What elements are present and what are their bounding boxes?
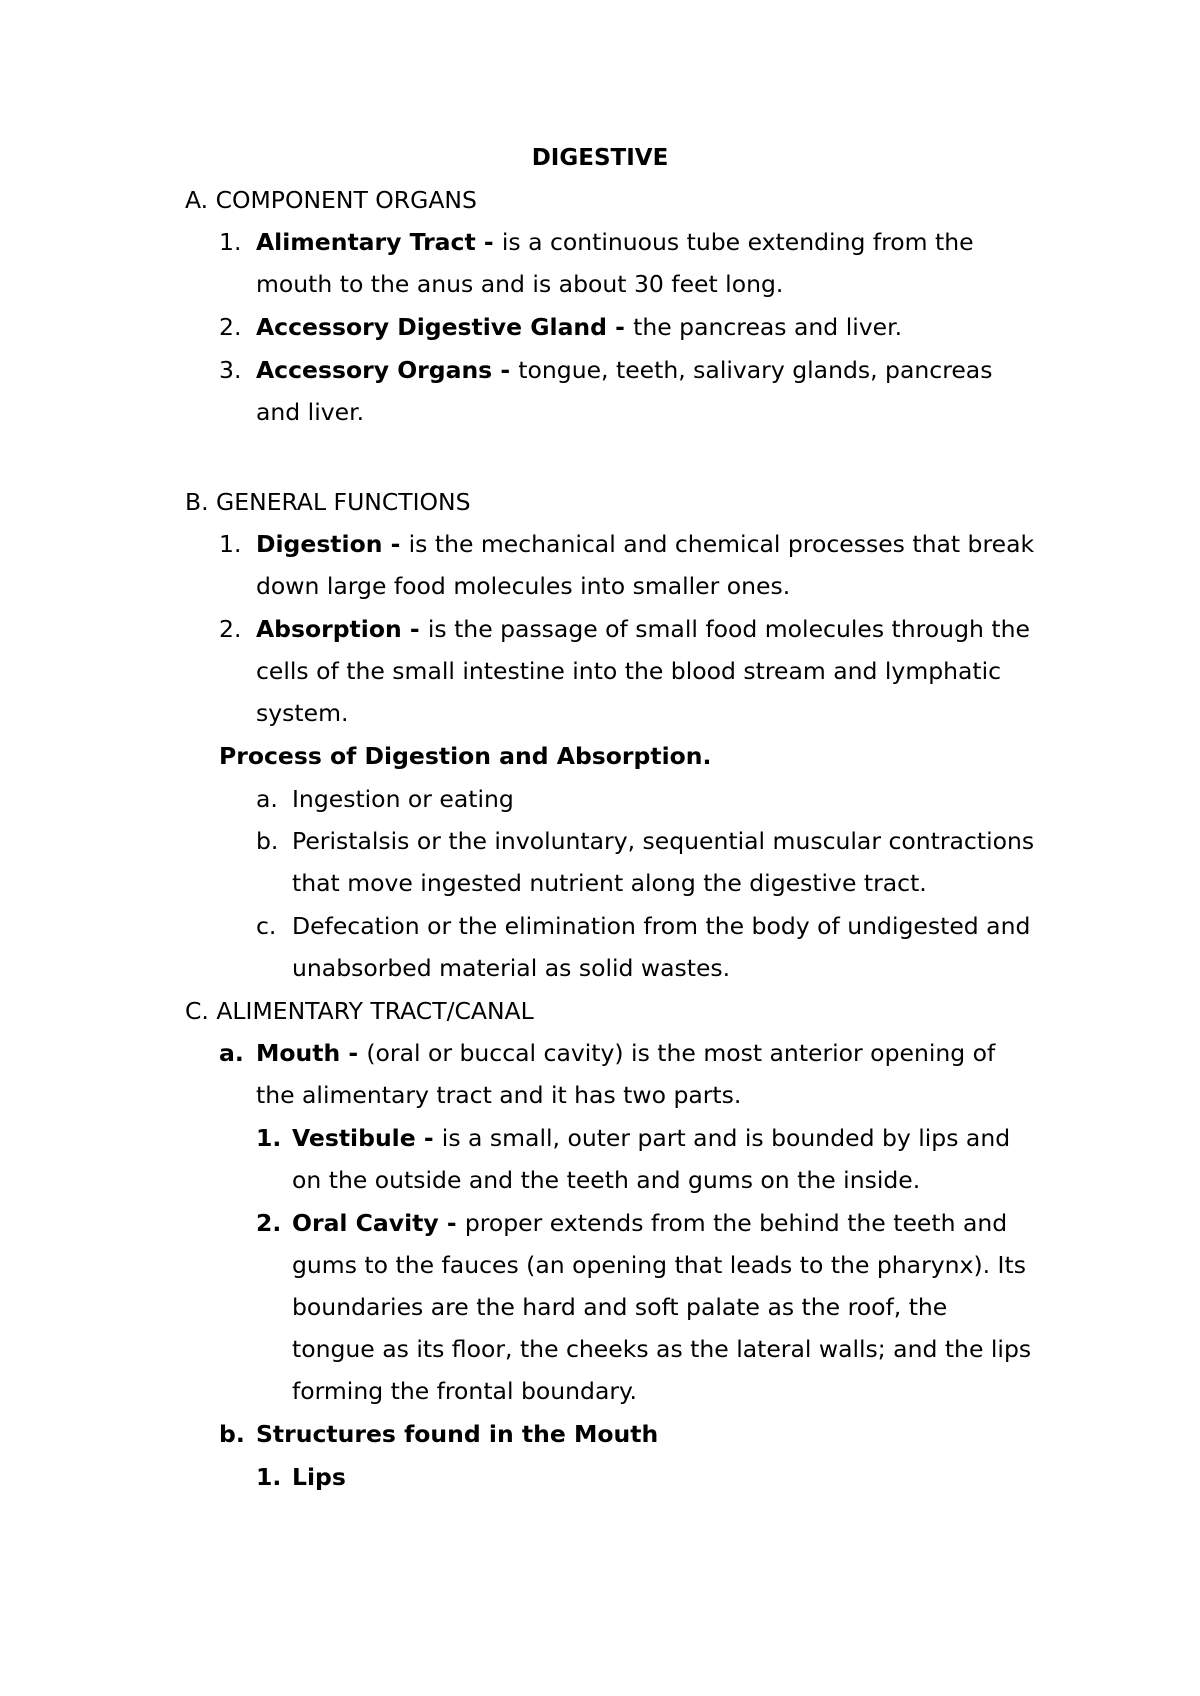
list-item-continuation: boundaries are the hard and soft palate as the roof, the (292, 1293, 948, 1321)
list-item-vestibule: Vestibule - is a small, outer part and is bounded by lips and (292, 1124, 1011, 1152)
list-item-continuation: the alimentary tract and it has two parts. (256, 1081, 742, 1109)
list-marker: 1. (219, 530, 242, 558)
list-item-continuation: tongue as its floor, the cheeks as the lateral walls; and the lips (292, 1335, 1032, 1363)
list-item-continuation: mouth to the anus and is about 30 feet long. (256, 270, 784, 298)
list-marker: b. (256, 827, 279, 855)
list-marker: 1. (219, 228, 242, 256)
list-marker: 2. (219, 615, 242, 643)
list-item-digestion: Digestion - is the mechanical and chemical processes that break (256, 530, 1035, 558)
list-item-continuation: down large food molecules into smaller ones. (256, 572, 791, 600)
list-item-accessory-organs: Accessory Organs - tongue, teeth, salivary glands, pancreas (256, 356, 993, 384)
section-c-heading: C. ALIMENTARY TRACT/CANAL (185, 997, 534, 1025)
list-item-continuation: cells of the small intestine into the blood stream and lymphatic (256, 657, 1002, 685)
structures-heading: Structures found in the Mouth (256, 1420, 659, 1448)
list-item-lips: Lips (292, 1463, 346, 1491)
list-item-continuation: unabsorbed material as solid wastes. (292, 954, 731, 982)
list-item-continuation: forming the frontal boundary. (292, 1377, 638, 1405)
list-item-accessory-gland: Accessory Digestive Gland - the pancreas and liver. (256, 313, 903, 341)
list-marker: c. (256, 912, 277, 940)
process-item-defecation: Defecation or the elimination from the body of undigested and (292, 912, 1031, 940)
list-marker: 1. (256, 1463, 282, 1491)
list-item-continuation: system. (256, 699, 349, 727)
document-title: DIGESTIVE (531, 145, 669, 171)
list-marker: a. (219, 1039, 244, 1067)
process-heading: Process of Digestion and Absorption. (219, 742, 712, 770)
list-marker: 3. (219, 356, 242, 384)
list-marker: 1. (256, 1124, 282, 1152)
list-item-continuation: gums to the fauces (an opening that leads to the pharynx). Its (292, 1251, 1026, 1279)
section-b-heading: B. GENERAL FUNCTIONS (185, 488, 471, 516)
list-marker: 2. (256, 1209, 282, 1237)
section-a-heading: A. COMPONENT ORGANS (185, 186, 477, 214)
list-item-continuation: on the outside and the teeth and gums on the inside. (292, 1166, 921, 1194)
list-marker: a. (256, 785, 278, 813)
list-item-absorption: Absorption - is the passage of small food molecules through the (256, 615, 1030, 643)
list-item-mouth: Mouth - (oral or buccal cavity) is the most anterior opening of (256, 1039, 996, 1067)
list-item-continuation: that move ingested nutrient along the digestive tract. (292, 869, 927, 897)
list-item-continuation: and liver. (256, 398, 365, 426)
list-marker: 2. (219, 313, 242, 341)
list-item-oral-cavity: Oral Cavity - proper extends from the behind the teeth and (292, 1209, 1008, 1237)
process-item-peristalsis: Peristalsis or the involuntary, sequential muscular contractions (292, 827, 1035, 855)
process-item-ingestion: Ingestion or eating (292, 785, 514, 813)
list-item-alimentary-tract: Alimentary Tract - is a continuous tube extending from the (256, 228, 974, 256)
list-marker: b. (219, 1420, 245, 1448)
